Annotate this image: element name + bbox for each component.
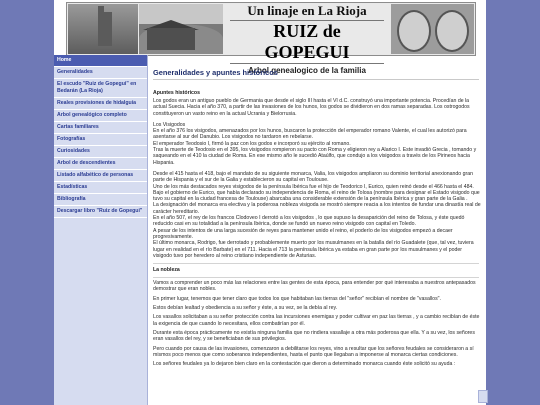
- main-content: [150, 55, 484, 405]
- sidebar-item-generalidades[interactable]: Generalidades: [54, 67, 147, 79]
- paragraph: Los señores feudales ya lo dejaron bien claro en la contestación que dieron a determinado monarca cuando éste solicitó su ayuda :: [153, 361, 456, 368]
- paragraph: Pero cuando por causa de las invasiones, comenzaron a debilitarse los reyes, vino a resultar que los señores feudales se consideraron a sí mismos poco menos que como soberanos independientes, hasta el punto que llegaban a imponerse al monarca ciertas condiciones.: [153, 345, 474, 358]
- sidebar-item-estadisticas[interactable]: Estadísticas: [54, 182, 147, 194]
- sidebar-item-escudo[interactable]: El escudo "Ruiz de Gopegui" en Bedarán (La Rioja): [54, 79, 147, 98]
- paragraph: Los Visigodos: [153, 121, 186, 128]
- sidebar-item-fotografias[interactable]: Fotografías: [54, 134, 147, 146]
- header-photo-coat-of-arms: [391, 4, 474, 54]
- sidebar-item-provisiones[interactable]: Reales provisiones de hidalguía: [54, 98, 147, 110]
- section-divider: [153, 263, 479, 264]
- church-shape: [98, 12, 112, 46]
- sidebar-item-curiosidades[interactable]: Curiosidades: [54, 146, 147, 158]
- site-title: RUIZ de GOPEGUI: [230, 20, 384, 64]
- paragraph: En el año 376 los visigodos, amenazados por los hunos, buscaron la protección del emperador romano Valente, el cual les autorizó para asentarse al sur del Danubio. Los visigodos no tardaron en rebelarse.: [153, 128, 467, 141]
- paragraph: La designación del monarca era electiva y la poderosa nobleza visigoda se mostró siempre reacia a los intentos de fundar una dinastía real de carácter hereditario.: [153, 202, 481, 215]
- paragraph: Estos debían lealtad y obediencia a su señor y éste, a su vez, se la debía al rey.: [153, 305, 338, 312]
- header-subtitle: Arbol genealogico de la familia: [248, 66, 366, 75]
- sidebar-item-descendientes[interactable]: Arbol de descendientes: [54, 158, 147, 170]
- paragraph: El emperador Teodosio I, firmó la paz con los godos e incorporó su ejército al romano.: [153, 140, 351, 147]
- header-photo-village: [68, 4, 138, 54]
- paragraph: Durante esta época prácticamente no existía ninguna familia que no rindiera vasallaje a otra más poderosa que ella. Y a su vez, los señores eran vasallos del rey, y se beneficiaban de sus privilegios.: [153, 329, 475, 343]
- paragraph: Tras la muerte de Teodosio en el 395, los visigodos rompieron su pacto con Roma y eligieron rey a Alarico I. Este invadió Grecia , tomando y saqueando en el 410 la ciudad de Roma. En ese mismo año le sucedió Ataúlfo, que condujo a los visigodos a través de los Pirineos hacia Hispania.: [153, 147, 477, 166]
- sidebar-item-home[interactable]: Home: [54, 55, 147, 67]
- sidebar-item-arbol-completo[interactable]: Arbol genealógico completo: [54, 110, 147, 122]
- paragraph: A pesar de los intentos de una larga sucesión de reyes para mantener unido el reino, el poderío de los visigodos empezó a decaer progresivamente.: [153, 227, 453, 240]
- paragraph: Los godos eran un antiguo pueblo de Germania que desde el siglo III hasta el VI d.C. construyó una importante potencia. Procedían de la actual Suecia. Hacia el año 370, a partir de las invasiones de los hunos, los godos se dividieron en dos ramas separadas. Los ostrogodos constituyeron un vasto reino en la actual Ucrania y Bielorrusia.: [153, 98, 470, 117]
- sidebar-item-cartas[interactable]: Cartas familiares: [54, 122, 147, 134]
- crest-left-icon: [397, 10, 431, 52]
- paragraph: Uno de los más destacados reyes visigodos de la península Ibérica fue el hijo de Teodorico I, Eurico, quien reinó desde el 466 hasta el 484. Bajo el gobierno de Eurico, que había declarado su independencia de Roma, el reino de Tolosa (nombre para designar el Estado visigodo que tuvo su capital en la ciudad francesa de Toulouse) abarcaba una considerable extensión de la península Ibérica y gran parte de la Galia .: [153, 183, 480, 203]
- paragraph: El último monarca, Rodrigo, fue derrotado y probablemente muerto por los musulmanes en la batalla del río Guadalete (que, tal vez, tuviera lugar en realidad en el río Barbate) en el 711. Hacia el 713 la península Ibérica ya estaba en gran parte por los musulmanes y el poder visigodo tuvo por heredero al reino cristiano independiente de Asturias.: [153, 240, 474, 259]
- header-title-block: [224, 3, 390, 75]
- section-divider: [153, 277, 479, 278]
- paragraph: Desde el 415 hasta el 418, bajo el mandato de su siguiente monarca, Valia, los visigodos ampliaron su dominio territorial anexionando gran parte de Hispania y el sur de la Galia y establecieron su capital en Toulouse.: [153, 170, 473, 184]
- header-photo-house: [139, 4, 223, 54]
- crest-right-icon: [435, 10, 469, 52]
- section-heading-apuntes: Apuntes históricos: [153, 90, 200, 96]
- paragraph: Vamos a comprender un poco más las relaciones entre las gentes de esta época, para entender por qué interesaba a nuestros antepasados demostrar que eran nobles.: [153, 280, 476, 293]
- page-title: Generalidades y apuntes históricos: [153, 68, 479, 80]
- sidebar-item-listado[interactable]: Listado alfabético de personas: [54, 170, 147, 182]
- house-shape: [147, 28, 195, 50]
- sidebar-item-descargar[interactable]: Descargar libro "Ruiz de Gopegui": [54, 206, 147, 218]
- sidebar-item-bibliografia[interactable]: Bibliografía: [54, 194, 147, 206]
- page-frame: [54, 0, 486, 405]
- paragraph: Los vasallos solicitaban a su señor protección contra las incursiones enemigas y poder cultivar en paz las tierras , y a cambio recibían de éste la exigencia de que cuando lo necesitara, ellos combatirían por él.: [153, 314, 480, 327]
- paragraph: En el año 507, el rey de los francos Clodoveo I derrotó a los visigodos , lo que supuso la desaparición del reino de Tolosa, y éste quedó reducido casi en su totalidad a la península Ibérica, donde se fundó un nuevo reino visigodo con capital en Toledo.: [153, 215, 465, 228]
- scroll-tab[interactable]: [478, 390, 488, 403]
- header-tagline: Un linaje en La Rioja: [247, 3, 367, 18]
- paragraph: En primer lugar, tenemos que tener claro que todos los que habitaban las tierras del "señor" recibían el nombre de "vasallos".: [153, 295, 441, 302]
- sidebar-nav: [54, 55, 148, 405]
- section-heading-nobleza: La nobleza: [153, 267, 180, 274]
